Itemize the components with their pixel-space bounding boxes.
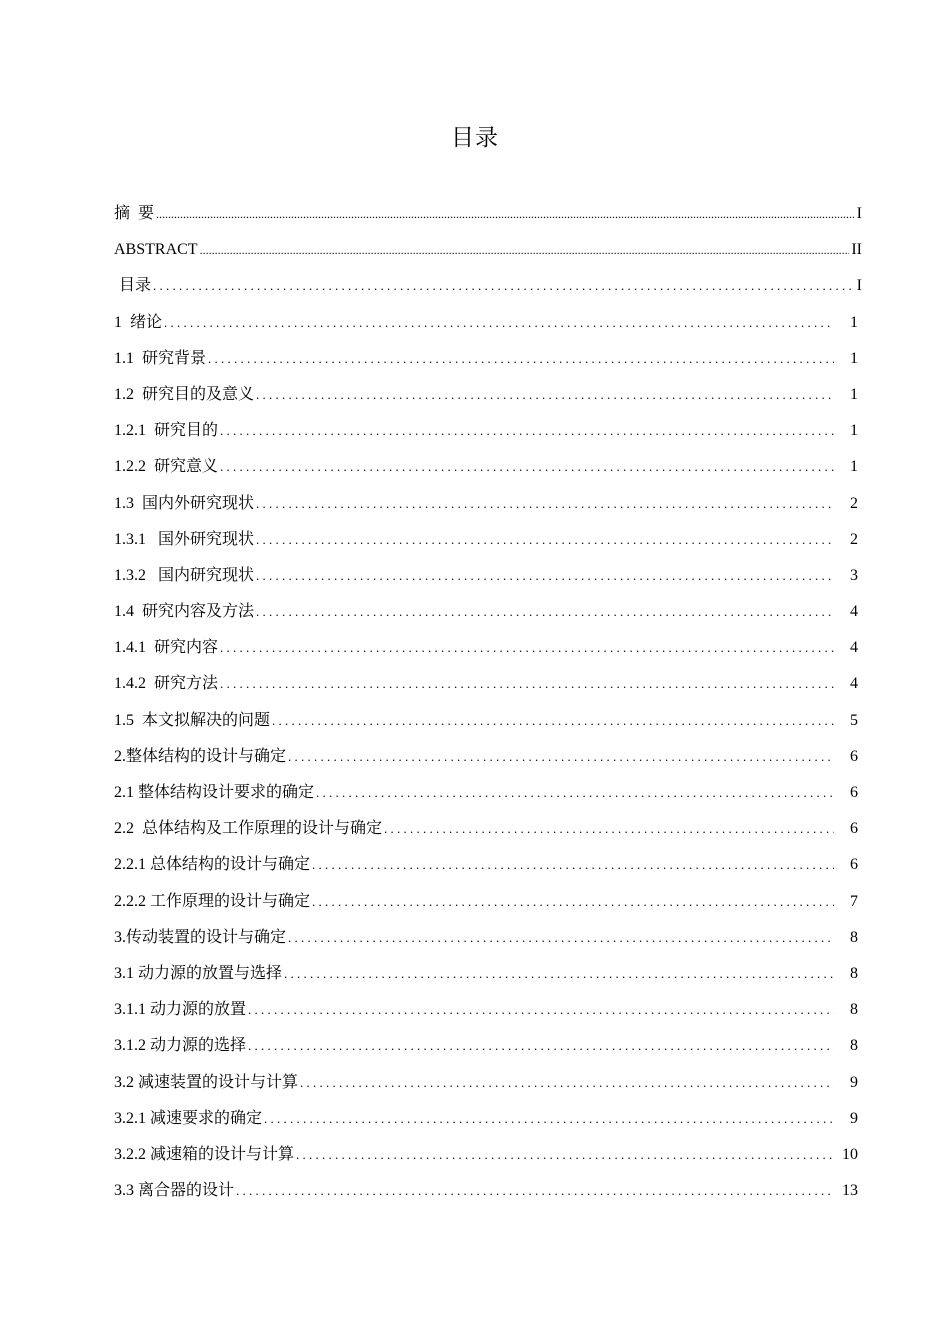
toc-leader-dots <box>284 956 834 992</box>
toc-page-number: 5 <box>850 711 858 729</box>
toc-entry[interactable] <box>114 992 862 1028</box>
toc-entry-label: 3.3 离合器的设计 <box>114 1182 235 1200</box>
toc-leader-dots <box>256 486 834 522</box>
toc-leader-dots <box>288 739 834 775</box>
toc-entry-label: 1.2 研究目的及意义 <box>114 385 255 403</box>
toc-page-number: 10 <box>842 1145 858 1163</box>
toc-entry[interactable] <box>114 956 862 992</box>
toc-entry[interactable] <box>114 594 862 630</box>
toc-leader-dots <box>153 268 854 304</box>
toc-page-number: 2 <box>850 494 858 512</box>
toc-leader-dots <box>272 703 834 739</box>
toc-leader-dots <box>164 305 834 341</box>
toc-entry[interactable] <box>114 775 862 811</box>
toc-page-number: 1 <box>850 385 858 403</box>
toc-entry-label: 3.2 减速装置的设计与计算 <box>114 1073 299 1091</box>
toc-entry-label: 2.2.2 工作原理的设计与确定 <box>114 892 311 910</box>
toc-leader-dots <box>220 666 834 702</box>
toc-entry-label: 1.4 研究内容及方法 <box>114 603 255 621</box>
toc-leader-dots <box>200 232 850 268</box>
toc-entry-label: 1.1 研究背景 <box>114 349 207 367</box>
toc-entry-label: 3.1 动力源的放置与选择 <box>114 964 283 982</box>
toc-entry-label: 1.2.2 研究意义 <box>114 458 219 476</box>
toc-entry[interactable] <box>114 1065 862 1101</box>
toc-entry-label: 1.3 国内外研究现状 <box>114 494 255 512</box>
toc-entry[interactable] <box>114 811 862 847</box>
toc-leader-dots <box>256 377 834 413</box>
toc-entry-label: 1.4.2 研究方法 <box>114 675 219 693</box>
toc-entry[interactable] <box>114 486 862 522</box>
toc-page-number: 1 <box>850 458 858 476</box>
toc-entry-label: 1.4.1 研究内容 <box>114 639 219 657</box>
toc-page-number: 8 <box>850 1037 858 1055</box>
toc-entry-label: 1.2.1 研究目的 <box>114 422 219 440</box>
toc-leader-dots <box>220 413 834 449</box>
toc-entry[interactable] <box>114 413 862 449</box>
page-title: 目录 <box>451 125 499 151</box>
toc-entry[interactable] <box>114 1173 862 1209</box>
toc-entry[interactable] <box>114 196 862 232</box>
toc-page-number: 6 <box>850 747 858 765</box>
toc-leader-dots <box>312 847 834 883</box>
toc-entry-label: 3.传动装置的设计与确定 <box>114 928 287 946</box>
toc-entry-label: 1.3.1 国外研究现状 <box>114 530 255 548</box>
toc-page-number: 1 <box>850 313 858 331</box>
toc-entry-label: 摘 要 <box>114 205 155 222</box>
toc-entry-label: 目录 <box>119 277 152 295</box>
toc-page-number: I <box>856 277 862 295</box>
toc-entry[interactable] <box>114 739 862 775</box>
toc-entry[interactable] <box>114 884 862 920</box>
toc-page-number: 4 <box>850 675 858 693</box>
toc-leader-dots <box>256 594 834 630</box>
toc-entry-label: 2.2.1 总体结构的设计与确定 <box>114 856 311 874</box>
toc-entry[interactable] <box>114 703 862 739</box>
toc-entry-label: 3.1.2 动力源的选择 <box>114 1037 247 1055</box>
toc-entry-label: 1 绪论 <box>114 313 163 331</box>
toc-page-number: 2 <box>850 530 858 548</box>
toc-leader-dots <box>296 1137 834 1173</box>
toc-page-number: 6 <box>850 820 858 838</box>
toc-leader-dots <box>248 1028 834 1064</box>
toc-entry-label: 1.5 本文拟解决的问题 <box>114 711 271 729</box>
toc-entry[interactable] <box>114 847 862 883</box>
toc-page-number: 4 <box>850 639 858 657</box>
toc-entry[interactable] <box>114 1028 862 1064</box>
toc-entry-label: 2.整体结构的设计与确定 <box>114 747 287 765</box>
toc-entry[interactable] <box>114 1137 862 1173</box>
toc-entry-label: 2.1 整体结构设计要求的确定 <box>114 784 315 801</box>
toc-entry[interactable] <box>114 630 862 666</box>
toc-page-number: II <box>851 241 862 259</box>
toc-leader-dots <box>312 884 834 920</box>
toc-page-number: 4 <box>850 603 858 621</box>
toc-leader-dots <box>236 1173 834 1209</box>
toc-leader-dots <box>300 1065 834 1101</box>
toc-entry[interactable] <box>114 232 862 268</box>
toc-page-number: 6 <box>850 856 858 874</box>
toc-page-number: 9 <box>850 1073 858 1091</box>
toc-page-number: 1 <box>850 422 858 440</box>
toc-leader-dots <box>288 920 834 956</box>
toc-entry-label: ABSTRACT <box>114 241 198 259</box>
toc-leader-dots <box>256 558 834 594</box>
toc-page-number: 8 <box>850 1001 858 1019</box>
toc-entry[interactable] <box>114 1101 862 1137</box>
toc-page-number: 7 <box>850 892 858 910</box>
table-of-contents <box>114 196 862 1209</box>
toc-entry[interactable] <box>114 377 862 413</box>
toc-entry[interactable] <box>114 268 862 304</box>
toc-entry[interactable] <box>114 305 862 341</box>
toc-leader-dots <box>256 522 834 558</box>
toc-entry-label: 3.2.1 减速要求的确定 <box>114 1109 263 1127</box>
toc-leader-dots <box>220 630 834 666</box>
toc-entry[interactable] <box>114 449 862 485</box>
toc-page-number: I <box>856 205 862 222</box>
toc-leader-dots <box>264 1101 834 1137</box>
toc-leader-dots <box>220 449 834 485</box>
toc-page-number: 13 <box>842 1182 858 1200</box>
toc-page-number: 8 <box>850 964 858 982</box>
toc-entry[interactable] <box>114 522 862 558</box>
toc-entry-label: 2.2 总体结构及工作原理的设计与确定 <box>114 820 383 838</box>
toc-entry[interactable] <box>114 341 862 377</box>
toc-leader-dots <box>156 196 854 232</box>
toc-leader-dots <box>248 992 834 1028</box>
toc-page-number: 1 <box>850 349 858 367</box>
toc-leader-dots <box>316 775 834 811</box>
toc-entry-label: 1.3.2 国内研究现状 <box>114 566 255 584</box>
toc-entry[interactable] <box>114 920 862 956</box>
toc-leader-dots <box>208 341 834 377</box>
toc-page-number: 6 <box>850 784 858 801</box>
toc-page-number: 3 <box>850 566 858 584</box>
toc-entry-label: 3.1.1 动力源的放置 <box>114 1001 247 1019</box>
toc-entry[interactable] <box>114 558 862 594</box>
toc-page-number: 8 <box>850 928 858 946</box>
toc-leader-dots <box>384 811 834 847</box>
toc-entry-label: 3.2.2 减速箱的设计与计算 <box>114 1145 295 1163</box>
toc-page-number: 9 <box>850 1109 858 1127</box>
toc-entry[interactable] <box>114 666 862 702</box>
